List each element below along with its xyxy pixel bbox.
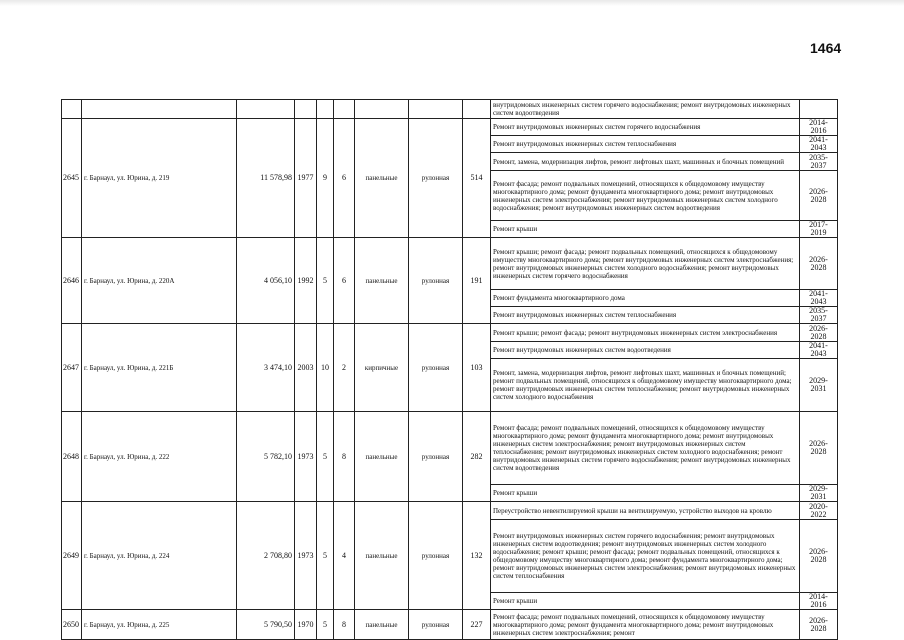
entry-entrances: 2 [334,324,355,412]
work-years: 2026-2028 [800,412,838,485]
table-row [62,502,838,520]
entry-build-year: 2003 [295,324,317,412]
entry-area: 5 782,10 [237,412,295,502]
work-years: 2029-2031 [800,485,838,502]
table-row [62,119,838,136]
entry-address: г. Барнаул, ул. Юрина, д. 219 [82,119,237,238]
entry-wall-material: панельные [355,502,409,610]
entry-area: 4 056,10 [237,238,295,324]
work-description: Переустройство невентилируемой крыши на вентилируемую, устройство выходов на кровлю [491,502,800,520]
entry-area: 2 708,80 [237,502,295,610]
entry-wall-material: панельные [355,119,409,238]
entry-roof-type: рулонная [409,324,463,412]
entry-roof-type: рулонная [409,502,463,610]
entry-number: 2647 [62,324,82,412]
empty-cell [463,100,491,119]
work-years: 2014-2016 [800,593,838,610]
work-years: 2017-2019 [800,221,838,238]
empty-cell [317,100,334,119]
entry-entrances: 4 [334,502,355,610]
table-row [62,610,838,640]
work-description: Ремонт внутридомовых инженерных систем теплоснабжения [491,136,800,153]
entry-residents: 282 [463,412,491,502]
entry-roof-type: рулонная [409,610,463,640]
work-years: 2026-2028 [800,171,838,221]
work-description: Ремонт фасада; ремонт подвальных помещений, относящихся к общедомовому имуществу многоквартирного дома; ремонт фундамента многоквартирного дома; ремонт внутридомовых инженерных систем электроснабжения; ремонт [491,610,800,640]
table-row [62,412,838,485]
work-years [800,100,838,119]
work-description: Ремонт крыши [491,221,800,238]
entry-roof-type: рулонная [409,412,463,502]
entry-wall-material: панельные [355,238,409,324]
work-years: 2020-2022 [800,502,838,520]
empty-cell [82,100,237,119]
entry-wall-material: панельные [355,412,409,502]
work-description: Ремонт внутридомовых инженерных систем теплоснабжения [491,307,800,324]
empty-cell [409,100,463,119]
table-row [62,238,838,290]
entry-build-year: 1977 [295,119,317,238]
entry-number: 2645 [62,119,82,238]
scan-edge [0,0,904,6]
entry-entrances: 8 [334,610,355,640]
work-description: Ремонт внутридомовых инженерных систем горячего водоснабжения [491,119,800,136]
entry-floors: 10 [317,324,334,412]
work-years: 2041-2043 [800,342,838,359]
entry-floors: 5 [317,238,334,324]
work-description: Ремонт фундамента многоквартирного дома [491,290,800,307]
work-description: Ремонт внутридомовых инженерных систем водоотведения [491,342,800,359]
entry-build-year: 1973 [295,412,317,502]
entry-residents: 132 [463,502,491,610]
work-years: 2041-2043 [800,290,838,307]
entry-residents: 191 [463,238,491,324]
work-description: внутридомовых инженерных систем горячего водоснабжения; ремонт внутридомовых инженерных систем водоотведения [491,100,800,119]
empty-cell [334,100,355,119]
capital-repair-table [61,99,838,640]
table-row [62,100,838,119]
work-description: Ремонт крыши [491,485,800,502]
work-years: 2014-2016 [800,119,838,136]
entry-number: 2650 [62,610,82,640]
work-years: 2041-2043 [800,136,838,153]
entry-address: г. Барнаул, ул. Юрина, д. 222 [82,412,237,502]
empty-cell [295,100,317,119]
entry-address: г. Барнаул, ул. Юрина, д. 224 [82,502,237,610]
entry-build-year: 1970 [295,610,317,640]
work-description: Ремонт фасада; ремонт подвальных помещений, относящихся к общедомовому имуществу многоквартирного дома; ремонт фундамента многоквартирного дома; ремонт внутридомовых инженерных систем электроснабжения; ремонт внутридомовых инженерных систем холодного водоснабжения; ремонт внутридомовых инженерных систем водоотведения [491,171,800,221]
entry-floors: 9 [317,119,334,238]
entry-entrances: 6 [334,119,355,238]
work-years: 2026-2028 [800,520,838,593]
work-years: 2029-2031 [800,359,838,412]
entry-wall-material: панельные [355,610,409,640]
empty-cell [237,100,295,119]
empty-cell [62,100,82,119]
work-description: Ремонт фасада; ремонт подвальных помещений, относящихся к общедомовому имуществу многоквартирного дома; ремонт фундамента многоквартирного дома; ремонт внутридомовых инженерных систем электроснабжения; ремонт внутридомовых инженерных систем теплоснабжения; ремонт внутридомовых инженерных систем холодного водоснабжения; ремонт внутридомовых инженерных систем горячего водоснабжения; ремонт внутридомовых инженерных систем водоотведения [491,412,800,485]
work-description: Ремонт внутридомовых инженерных систем горячего водоснабжения; ремонт внутридомовых инженерных систем водоотведения; ремонт внутридомовых инженерных систем холодного водоснабжения; ремонт крыши; ремонт фасада; ремонт подвальных помещений, относящихся к общедомовому имуществу многоквартирного дома; ремонт фундамента многоквартирного дома; ремонт внутридомовых инженерных систем электроснабжения; ремонт внутридомовых инженерных систем теплоснабжения [491,520,800,593]
entry-number: 2646 [62,238,82,324]
work-description: Ремонт крыши; ремонт фасада; ремонт подвальных помещений, относящихся к общедомовому имуществу многоквартирного дома; ремонт внутридомовых инженерных систем электроснабжения; ремонт внутридомовых инженерных систем холодного водоснабжения; ремонт внутридомовых инженерных систем горячего водоснабжения [491,238,800,290]
entry-residents: 514 [463,119,491,238]
entry-area: 5 790,50 [237,610,295,640]
entry-wall-material: кирпичные [355,324,409,412]
work-years: 2035-2037 [800,153,838,171]
entry-floors: 5 [317,412,334,502]
entry-number: 2648 [62,412,82,502]
entry-residents: 227 [463,610,491,640]
work-years: 2026-2028 [800,238,838,290]
entry-area: 3 474,10 [237,324,295,412]
entry-roof-type: рулонная [409,119,463,238]
work-years: 2026-2028 [800,610,838,640]
entry-entrances: 8 [334,412,355,502]
entry-address: г. Барнаул, ул. Юрина, д. 220А [82,238,237,324]
entry-address: г. Барнаул, ул. Юрина, д. 225 [82,610,237,640]
entry-area: 11 578,98 [237,119,295,238]
work-description: Ремонт крыши [491,593,800,610]
table-row [62,324,838,342]
entry-floors: 5 [317,502,334,610]
entry-entrances: 6 [334,238,355,324]
entry-address: г. Барнаул, ул. Юрина, д. 221Б [82,324,237,412]
entry-residents: 103 [463,324,491,412]
entry-roof-type: рулонная [409,238,463,324]
entry-build-year: 1992 [295,238,317,324]
work-description: Ремонт крыши; ремонт фасада; ремонт внутридомовых инженерных систем электроснабжения [491,324,800,342]
work-years: 2026-2028 [800,324,838,342]
page-number: 1464 [810,40,842,56]
empty-cell [355,100,409,119]
entry-number: 2649 [62,502,82,610]
entry-build-year: 1973 [295,502,317,610]
work-description: Ремонт, замена, модернизация лифтов, ремонт лифтовых шахт, машинных и блочных помещений [491,153,800,171]
work-description: Ремонт, замена, модернизация лифтов, ремонт лифтовых шахт, машинных и блочных помещений; ремонт подвальных помещений, относящихся к общедомовому имуществу многоквартирного дома; ремонт внутридомовых инженерных систем теплоснабжения; ремонт внутридомовых инженерных систем холодного водоснабжения [491,359,800,412]
work-years: 2035-2037 [800,307,838,324]
entry-floors: 5 [317,610,334,640]
